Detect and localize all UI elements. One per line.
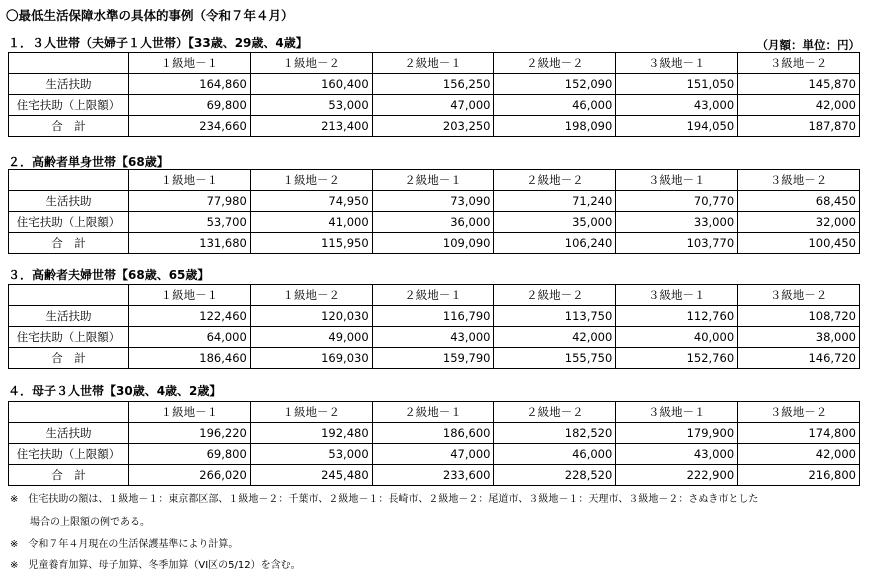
value-cell: 187,870 <box>738 116 860 137</box>
value-cell: 174,800 <box>738 423 860 444</box>
value-cell: 266,020 <box>129 465 251 486</box>
row-label: 住宅扶助（上限額） <box>9 95 129 116</box>
column-header: ３級地－１ <box>616 285 738 306</box>
column-header: ２級地－２ <box>494 285 616 306</box>
table-row <box>9 191 860 212</box>
table-row <box>9 306 860 327</box>
value-cell: 198,090 <box>494 116 616 137</box>
header-corner-cell <box>9 170 129 191</box>
value-cell: 203,250 <box>372 116 494 137</box>
table-row <box>9 348 860 369</box>
header-corner-cell <box>9 285 129 306</box>
table-header-row <box>9 285 860 306</box>
page-title: 〇最低生活保障水準の具体的事例（令和７年４月） <box>6 8 294 23</box>
table-header-row <box>9 402 860 423</box>
value-cell: 152,760 <box>616 348 738 369</box>
value-cell: 32,000 <box>738 212 860 233</box>
value-cell: 71,240 <box>494 191 616 212</box>
value-cell: 53,000 <box>250 95 372 116</box>
value-cell: 228,520 <box>494 465 616 486</box>
value-cell: 122,460 <box>129 306 251 327</box>
value-cell: 47,000 <box>372 95 494 116</box>
footnote: ※ 住宅扶助の額は、１級地－１：東京都区部、１級地－２：千葉市、２級地－１：長崎市、２級地－２：尾道市、３級地－１：天理市、３級地－２：さぬき市とした <box>10 494 759 505</box>
value-cell: 43,000 <box>616 95 738 116</box>
header-corner-cell <box>9 402 129 423</box>
value-cell: 156,250 <box>372 74 494 95</box>
value-cell: 46,000 <box>494 444 616 465</box>
column-header: １級地－２ <box>250 170 372 191</box>
table-row <box>9 74 860 95</box>
value-cell: 113,750 <box>494 306 616 327</box>
column-header: ２級地－２ <box>494 170 616 191</box>
column-header: ３級地－２ <box>738 402 860 423</box>
table-row <box>9 327 860 348</box>
value-cell: 152,090 <box>494 74 616 95</box>
column-header: ２級地－１ <box>372 53 494 74</box>
value-cell: 164,860 <box>129 74 251 95</box>
column-header: ３級地－１ <box>616 402 738 423</box>
value-cell: 245,480 <box>250 465 372 486</box>
value-cell: 108,720 <box>738 306 860 327</box>
value-cell: 222,900 <box>616 465 738 486</box>
column-header: ２級地－１ <box>372 402 494 423</box>
row-label: 生活扶助 <box>9 423 129 444</box>
value-cell: 35,000 <box>494 212 616 233</box>
value-cell: 69,800 <box>129 95 251 116</box>
benefit-table <box>8 284 860 369</box>
value-cell: 53,700 <box>129 212 251 233</box>
table-row <box>9 444 860 465</box>
value-cell: 194,050 <box>616 116 738 137</box>
value-cell: 77,980 <box>129 191 251 212</box>
value-cell: 131,680 <box>129 233 251 254</box>
value-cell: 49,000 <box>250 327 372 348</box>
value-cell: 41,000 <box>250 212 372 233</box>
value-cell: 182,520 <box>494 423 616 444</box>
table-row <box>9 465 860 486</box>
value-cell: 109,090 <box>372 233 494 254</box>
value-cell: 146,720 <box>738 348 860 369</box>
footnote: ※ 児童養育加算、母子加算、冬季加算（VI区の5/12）を含む。 <box>10 560 301 571</box>
value-cell: 42,000 <box>494 327 616 348</box>
value-cell: 43,000 <box>616 444 738 465</box>
value-cell: 100,450 <box>738 233 860 254</box>
value-cell: 233,600 <box>372 465 494 486</box>
value-cell: 106,240 <box>494 233 616 254</box>
value-cell: 103,770 <box>616 233 738 254</box>
value-cell: 145,870 <box>738 74 860 95</box>
benefit-table <box>8 169 860 254</box>
section-title: ３．高齢者夫婦世帯【68歳、65歳】 <box>8 268 210 282</box>
value-cell: 192,480 <box>250 423 372 444</box>
value-cell: 196,220 <box>129 423 251 444</box>
value-cell: 160,400 <box>250 74 372 95</box>
value-cell: 159,790 <box>372 348 494 369</box>
value-cell: 155,750 <box>494 348 616 369</box>
column-header: １級地－１ <box>129 285 251 306</box>
value-cell: 151,050 <box>616 74 738 95</box>
value-cell: 33,000 <box>616 212 738 233</box>
value-cell: 47,000 <box>372 444 494 465</box>
value-cell: 40,000 <box>616 327 738 348</box>
row-label: 住宅扶助（上限額） <box>9 327 129 348</box>
column-header: ２級地－１ <box>372 285 494 306</box>
section-title: １．３人世帯（夫婦子１人世帯）【33歳、29歳、4歳】 <box>8 36 308 50</box>
row-label: 合 計 <box>9 116 129 137</box>
value-cell: 68,450 <box>738 191 860 212</box>
value-cell: 38,000 <box>738 327 860 348</box>
column-header: １級地－１ <box>129 53 251 74</box>
table-row <box>9 95 860 116</box>
row-label: 生活扶助 <box>9 306 129 327</box>
column-header: １級地－１ <box>129 402 251 423</box>
value-cell: 234,660 <box>129 116 251 137</box>
column-header: ３級地－１ <box>616 53 738 74</box>
column-header: ３級地－２ <box>738 285 860 306</box>
column-header: １級地－２ <box>250 285 372 306</box>
column-header: ２級地－１ <box>372 170 494 191</box>
benefit-table <box>8 401 860 486</box>
benefit-table <box>8 52 860 137</box>
column-header: ２級地－２ <box>494 402 616 423</box>
section-title: ４．母子３人世帯【30歳、4歳、2歳】 <box>8 384 222 398</box>
column-header: ３級地－１ <box>616 170 738 191</box>
column-header: ３級地－２ <box>738 170 860 191</box>
value-cell: 115,950 <box>250 233 372 254</box>
value-cell: 70,770 <box>616 191 738 212</box>
value-cell: 186,600 <box>372 423 494 444</box>
column-header: １級地－２ <box>250 53 372 74</box>
value-cell: 213,400 <box>250 116 372 137</box>
footnote: ※ 令和７年４月現在の生活保護基準により計算。 <box>10 539 239 550</box>
section-title: ２．高齢者単身世帯【68歳】 <box>8 155 169 169</box>
row-label: 生活扶助 <box>9 191 129 212</box>
row-label: 合 計 <box>9 233 129 254</box>
value-cell: 73,090 <box>372 191 494 212</box>
value-cell: 169,030 <box>250 348 372 369</box>
row-label: 合 計 <box>9 465 129 486</box>
value-cell: 116,790 <box>372 306 494 327</box>
table-row <box>9 116 860 137</box>
value-cell: 42,000 <box>738 444 860 465</box>
value-cell: 179,900 <box>616 423 738 444</box>
column-header: ２級地－２ <box>494 53 616 74</box>
row-label: 生活扶助 <box>9 74 129 95</box>
table-header-row <box>9 170 860 191</box>
table-row <box>9 233 860 254</box>
value-cell: 64,000 <box>129 327 251 348</box>
footnote: 場合の上限額の例である。 <box>10 517 150 528</box>
value-cell: 36,000 <box>372 212 494 233</box>
value-cell: 74,950 <box>250 191 372 212</box>
table-header-row <box>9 53 860 74</box>
value-cell: 120,030 <box>250 306 372 327</box>
value-cell: 46,000 <box>494 95 616 116</box>
value-cell: 42,000 <box>738 95 860 116</box>
value-cell: 186,460 <box>129 348 251 369</box>
row-label: 住宅扶助（上限額） <box>9 444 129 465</box>
value-cell: 53,000 <box>250 444 372 465</box>
column-header: １級地－２ <box>250 402 372 423</box>
value-cell: 69,800 <box>129 444 251 465</box>
table-row <box>9 423 860 444</box>
value-cell: 216,800 <box>738 465 860 486</box>
row-label: 住宅扶助（上限額） <box>9 212 129 233</box>
table-row <box>9 212 860 233</box>
header-corner-cell <box>9 53 129 74</box>
value-cell: 112,760 <box>616 306 738 327</box>
unit-label: （月額：単位：円） <box>756 38 860 52</box>
column-header: ３級地－２ <box>738 53 860 74</box>
row-label: 合 計 <box>9 348 129 369</box>
value-cell: 43,000 <box>372 327 494 348</box>
column-header: １級地－１ <box>129 170 251 191</box>
